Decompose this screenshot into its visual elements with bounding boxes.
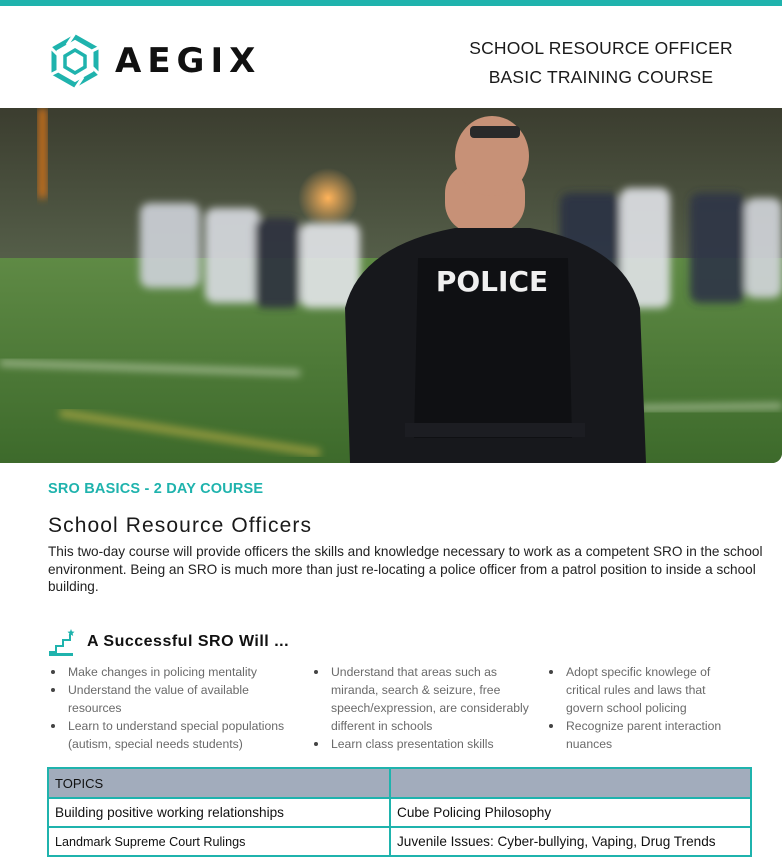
- table-header-cell: [390, 768, 751, 798]
- course-title-line-1: SCHOOL RESOURCE OFFICER: [469, 38, 733, 58]
- course-title: [440, 34, 762, 92]
- intro-paragraph: This two-day course will provide officers the skills and knowledge necessary to work as a competent SRO in the school environment. Being an SRO is much more than just re-locating a police officer from a patrol position to inside a school building.: [48, 544, 763, 594]
- bullet-item: Learn to understand special populations (autism, special needs students): [48, 717, 298, 753]
- table-cell: Cube Policing Philosophy: [390, 798, 751, 827]
- bullet-item: Learn class presentation skills: [311, 735, 543, 753]
- aegix-logo: [47, 33, 261, 89]
- table-cell: Juvenile Issues: Cyber-bullying, Vaping, Drug Trends: [390, 827, 751, 856]
- subhead-text: A Successful SRO Will ...: [87, 633, 290, 650]
- topics-table: [47, 767, 752, 857]
- aegix-logo-mark-icon: [47, 33, 103, 89]
- bullet-item: Make changes in policing mentality: [48, 663, 298, 681]
- bullet-column-1: [48, 663, 298, 753]
- bullet-item: Adopt specific knowlege of critical rules and laws that govern school policing: [546, 663, 746, 717]
- top-accent-bar: [0, 0, 782, 6]
- course-title-line-2: BASIC TRAINING COURSE: [488, 67, 714, 87]
- table-row: [48, 798, 751, 827]
- bullet-item: Understand that areas such as miranda, search & seizure, free speech/expression, are considerably different in schools: [311, 663, 543, 735]
- table-header-cell: TOPICS: [48, 768, 390, 798]
- brand-name: AEGIX: [115, 41, 262, 81]
- bullet-column-3: [546, 663, 746, 753]
- course-kicker: SRO BASICS - 2 DAY COURSE: [48, 481, 264, 497]
- section-heading: School Resource Officers: [48, 514, 313, 537]
- bullet-item: Understand the value of available resources: [48, 681, 298, 717]
- bullet-column-2: [311, 663, 543, 753]
- vest-label: POLICE: [435, 265, 549, 298]
- successful-sro-heading: [48, 628, 289, 656]
- stairs-growth-icon: [48, 628, 76, 656]
- bullet-item: Recognize parent interaction nuances: [546, 717, 746, 753]
- table-header-row: [48, 768, 751, 798]
- table-row: [48, 827, 751, 856]
- table-cell: Building positive working relationships: [48, 798, 390, 827]
- table-cell: Landmark Supreme Court Rulings: [48, 827, 390, 856]
- hero-photo: [0, 108, 782, 463]
